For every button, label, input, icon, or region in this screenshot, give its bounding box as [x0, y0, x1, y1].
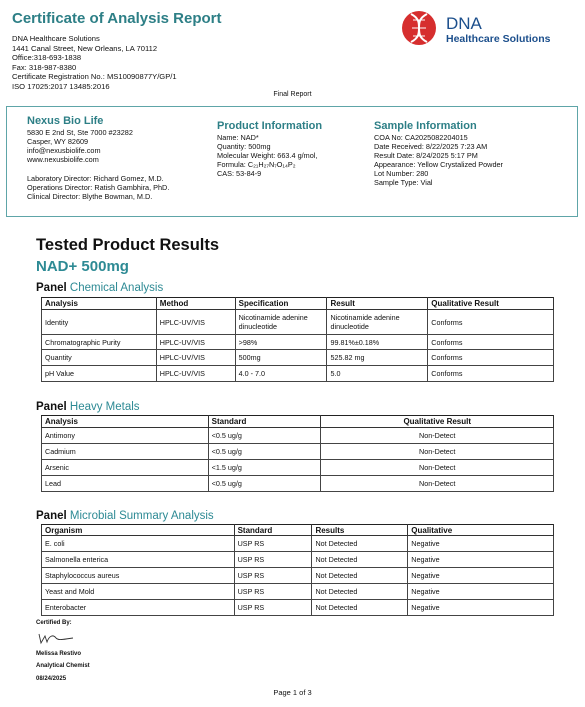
- table-cell: Not Detected: [312, 552, 408, 568]
- table-cell: Quantity: [42, 350, 157, 366]
- table-row: [42, 366, 554, 382]
- table-cell: USP RS: [234, 600, 312, 616]
- chemical-analysis-table: [41, 297, 554, 382]
- dna-logo-icon: [400, 8, 582, 48]
- table-cell: HPLC-UV/VIS: [156, 310, 235, 335]
- table-cell: Non-Detect: [321, 460, 554, 476]
- product-info-block: [217, 120, 322, 178]
- metals-panel-title: [36, 401, 140, 413]
- table-cell: Conforms: [428, 335, 554, 350]
- table-header-row: [42, 298, 554, 310]
- table-cell: Negative: [408, 536, 554, 552]
- microbial-summary-table: [41, 524, 554, 616]
- table-row: [42, 444, 554, 460]
- signed-date: 08/24/2025: [36, 676, 67, 682]
- directors-block: [27, 174, 169, 201]
- table-cell: 4.0 - 7.0: [235, 366, 327, 382]
- signer-title: Analytical Chemist: [36, 663, 90, 669]
- table-row: [42, 536, 554, 552]
- column-header: Analysis: [42, 416, 209, 428]
- column-header: Results: [312, 525, 408, 536]
- page-number: Page 1 of 3: [273, 688, 312, 697]
- table-cell: E. coli: [42, 536, 235, 552]
- table-cell: Negative: [408, 568, 554, 584]
- logo-subtext: Healthcare Solutions: [446, 33, 551, 45]
- table-cell: pH Value: [42, 366, 157, 382]
- table-cell: >98%: [235, 335, 327, 350]
- product-info-line: Name: NAD*: [217, 133, 259, 142]
- table-row: [42, 552, 554, 568]
- sample-info-line: Appearance: Yellow Crystalized Powder: [374, 160, 503, 170]
- company-logo: [400, 8, 582, 48]
- sample-info-line: Lot Number: 280: [374, 169, 429, 179]
- table-cell: USP RS: [234, 552, 312, 568]
- panel-prefix: Panel: [36, 282, 67, 294]
- certified-by-label: Certified By:: [36, 620, 72, 626]
- panel-name: Chemical Analysis: [69, 282, 164, 294]
- client-website[interactable]: www.nexusbiolife.com: [27, 155, 99, 165]
- signer-name: Melissa Restivo: [36, 651, 82, 657]
- issuer-line: Office:318-693-1838: [12, 53, 82, 63]
- product-info-line: Molecular Weight: 663.4 g/mol,: [217, 151, 318, 161]
- column-header: Method: [156, 298, 235, 310]
- info-box: [6, 106, 578, 217]
- table-cell: Cadmium: [42, 444, 209, 460]
- product-info-line: CAS: 53-84-9: [217, 169, 262, 179]
- table-cell: Not Detected: [312, 600, 408, 616]
- issuer-address: [12, 34, 177, 92]
- table-cell: Conforms: [428, 350, 554, 366]
- issuer-line: Fax: 318-987-8380: [12, 62, 77, 72]
- column-header: Qualitative Result: [321, 416, 554, 428]
- table-cell: Arsenic: [42, 460, 209, 476]
- table-cell: Salmonella enterica: [42, 552, 235, 568]
- table-cell: Not Detected: [312, 568, 408, 584]
- issuer-line: Certificate Registration No.: MS10090877Y/GP/1: [12, 72, 177, 82]
- director-line: Laboratory Director: Richard Gomez, M.D.: [27, 174, 164, 183]
- column-header: Standard: [234, 525, 312, 536]
- signature-icon: [36, 630, 76, 646]
- sample-info-block: [374, 120, 503, 188]
- results-title: Tested Product Results: [36, 236, 220, 254]
- table-cell: Negative: [408, 600, 554, 616]
- table-cell: Staphylococcus aureus: [42, 568, 235, 584]
- director-line: Clinical Director: Blythe Bowman, M.D.: [27, 192, 153, 202]
- table-row: [42, 310, 554, 335]
- table-cell: 99.81%±0.18%: [327, 335, 428, 350]
- table-cell: Yeast and Mold: [42, 584, 235, 600]
- signature-image: [36, 630, 76, 646]
- director-line: Operations Director: Ratish Gambhira, PhD.: [27, 183, 170, 193]
- table-row: [42, 335, 554, 350]
- heavy-metals-table: [41, 415, 554, 492]
- table-cell: Antimony: [42, 428, 209, 444]
- table-cell: Lead: [42, 476, 209, 492]
- sample-info-line: Date Received: 8/22/2025 7:23 AM: [374, 142, 488, 152]
- sample-info-line: COA No: CA2025082204015: [374, 133, 468, 142]
- table-cell: Nicotinamide adenine dinucleotide: [327, 310, 428, 335]
- report-status: Final Report: [273, 91, 312, 98]
- table-row: [42, 584, 554, 600]
- table-cell: <0.5 ug/g: [208, 476, 321, 492]
- client-line: Casper, WY 82609: [27, 137, 89, 147]
- table-cell: HPLC-UV/VIS: [156, 350, 235, 366]
- table-header-row: [42, 416, 554, 428]
- table-header-row: [42, 525, 554, 536]
- table-cell: Negative: [408, 584, 554, 600]
- client-name: Nexus Bio Life: [27, 115, 104, 127]
- table-row: [42, 476, 554, 492]
- table-cell: <0.5 ug/g: [208, 428, 321, 444]
- table-cell: Negative: [408, 552, 554, 568]
- table-cell: Non-Detect: [321, 444, 554, 460]
- column-header: Organism: [42, 525, 235, 536]
- table-cell: Identity: [42, 310, 157, 335]
- sample-info-line: Sample Type: Vial: [374, 178, 433, 188]
- table-cell: 525.82 mg: [327, 350, 428, 366]
- table-cell: Enterobacter: [42, 600, 235, 616]
- table-row: [42, 460, 554, 476]
- issuer-line: 1441 Canal Street, New Orleans, LA 70112: [12, 43, 158, 53]
- table-row: [42, 428, 554, 444]
- table-cell: Not Detected: [312, 536, 408, 552]
- issuer-line: ISO 17025:2017 13485:2016: [12, 81, 110, 91]
- table-cell: HPLC-UV/VIS: [156, 335, 235, 350]
- table-cell: <0.5 ug/g: [208, 444, 321, 460]
- table-cell: Nicotinamide adenine dinucleotide: [235, 310, 327, 335]
- column-header: Standard: [208, 416, 321, 428]
- client-line: 5830 E 2nd St, Ste 7000 #23282: [27, 128, 133, 137]
- sample-info-line: Result Date: 8/24/2025 5:17 PM: [374, 151, 478, 161]
- table-cell: Chromatographic Purity: [42, 335, 157, 350]
- sample-info-title: Sample Information: [374, 120, 477, 132]
- panel-prefix: Panel: [36, 510, 67, 522]
- table-row: [42, 600, 554, 616]
- document-title: Certificate of Analysis Report: [12, 10, 222, 27]
- issuer-line: DNA Healthcare Solutions: [12, 34, 100, 43]
- column-header: Result: [327, 298, 428, 310]
- table-cell: USP RS: [234, 536, 312, 552]
- table-cell: 500mg: [235, 350, 327, 366]
- product-info-title: Product Information: [217, 120, 323, 132]
- table-cell: USP RS: [234, 584, 312, 600]
- client-email[interactable]: info@nexusbiolife.com: [27, 146, 101, 156]
- logo-text: DNA: [446, 14, 482, 33]
- table-cell: USP RS: [234, 568, 312, 584]
- table-cell: HPLC-UV/VIS: [156, 366, 235, 382]
- client-block: [27, 115, 133, 164]
- column-header: Qualitative: [408, 525, 554, 536]
- panel-prefix: Panel: [36, 401, 67, 413]
- table-cell: <1.5 ug/g: [208, 460, 321, 476]
- microbial-panel-title: [36, 510, 214, 522]
- panel-name: Microbial Summary Analysis: [69, 510, 214, 522]
- table-row: [42, 350, 554, 366]
- column-header: Qualitative Result: [428, 298, 554, 310]
- panel-name: Heavy Metals: [69, 401, 140, 413]
- column-header: Specification: [235, 298, 327, 310]
- product-name: NAD+ 500mg: [36, 258, 129, 275]
- table-cell: Non-Detect: [321, 476, 554, 492]
- table-row: [42, 568, 554, 584]
- table-cell: Non-Detect: [321, 428, 554, 444]
- column-header: Analysis: [42, 298, 157, 310]
- product-info-line: Quantity: 500mg: [217, 142, 271, 152]
- table-cell: Conforms: [428, 366, 554, 382]
- table-cell: Not Detected: [312, 584, 408, 600]
- product-info-line: Formula: C₂₁H₂₇N₇O₁₄P₂: [217, 160, 296, 170]
- table-cell: 5.0: [327, 366, 428, 382]
- chemical-panel-title: [36, 282, 163, 294]
- table-cell: Conforms: [428, 310, 554, 335]
